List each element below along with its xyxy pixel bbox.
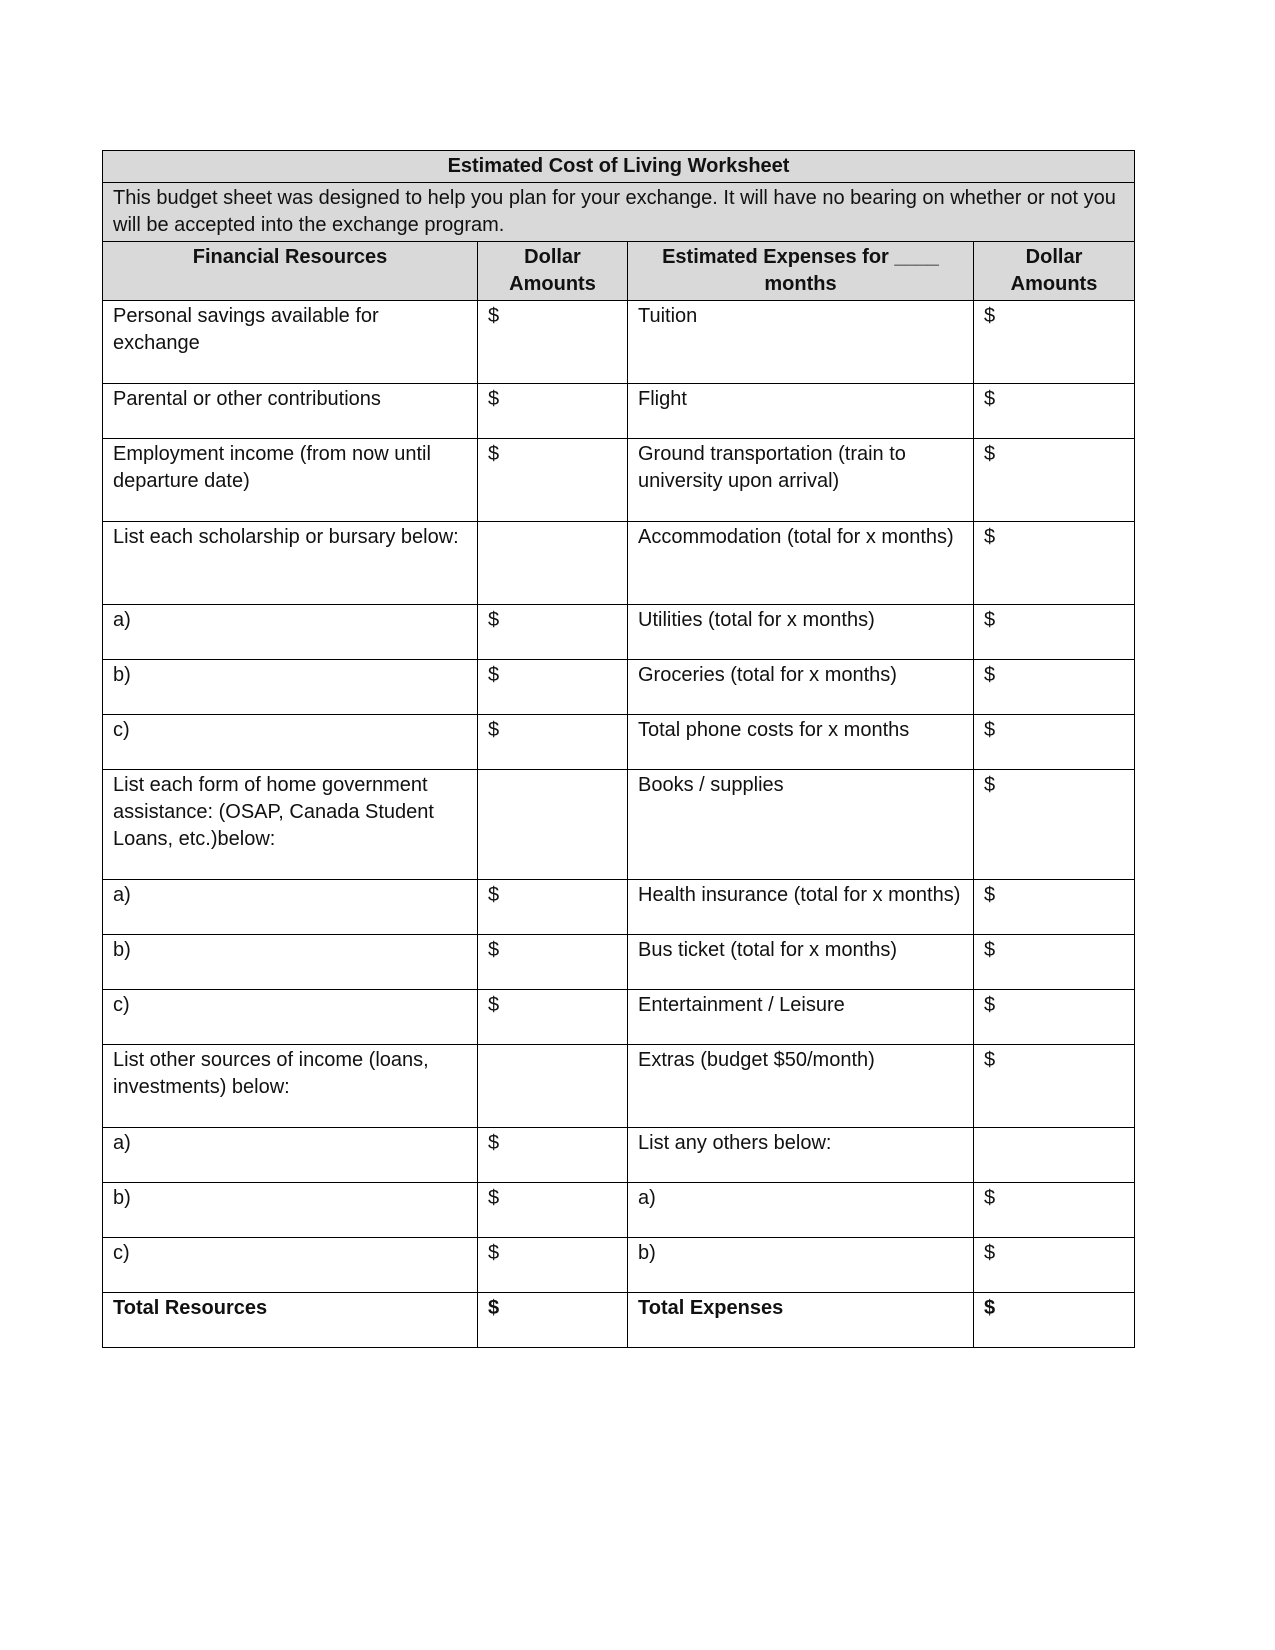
cost-of-living-worksheet bbox=[102, 150, 1135, 1348]
resource-amount-cell: $ bbox=[478, 715, 628, 770]
header-resources-dollar-amounts: Dollar Amounts bbox=[478, 242, 628, 301]
table-row bbox=[103, 522, 1135, 605]
expense-amount-cell: $ bbox=[974, 1238, 1135, 1293]
resource-cell: List each scholarship or bursary below: bbox=[103, 522, 478, 605]
total-resources-label: Total Resources bbox=[103, 1293, 478, 1348]
expense-cell: Total phone costs for x months bbox=[628, 715, 974, 770]
resource-amount-cell: $ bbox=[478, 1238, 628, 1293]
resource-amount-cell: $ bbox=[478, 880, 628, 935]
expense-cell: b) bbox=[628, 1238, 974, 1293]
table-row bbox=[103, 605, 1135, 660]
table-row bbox=[103, 301, 1135, 384]
resource-cell: a) bbox=[103, 880, 478, 935]
resource-amount-cell: $ bbox=[478, 1128, 628, 1183]
expense-cell: Tuition bbox=[628, 301, 974, 384]
expense-amount-cell: $ bbox=[974, 301, 1135, 384]
resource-amount-cell: $ bbox=[478, 990, 628, 1045]
table-row bbox=[103, 935, 1135, 990]
total-expenses-label: Total Expenses bbox=[628, 1293, 974, 1348]
resource-amount-cell: $ bbox=[478, 301, 628, 384]
resource-cell: Parental or other contributions bbox=[103, 384, 478, 439]
resource-amount-cell: $ bbox=[478, 1183, 628, 1238]
expense-amount-cell: $ bbox=[974, 605, 1135, 660]
expense-amount-cell: $ bbox=[974, 1045, 1135, 1128]
resource-amount-cell: $ bbox=[478, 384, 628, 439]
total-expenses-amount: $ bbox=[974, 1293, 1135, 1348]
header-estimated-expenses: Estimated Expenses for ____ months bbox=[628, 242, 974, 301]
resource-cell: a) bbox=[103, 605, 478, 660]
resource-amount-cell bbox=[478, 1045, 628, 1128]
expense-amount-cell: $ bbox=[974, 384, 1135, 439]
expense-amount-cell: $ bbox=[974, 770, 1135, 880]
expense-cell: Extras (budget $50/month) bbox=[628, 1045, 974, 1128]
expense-cell: Accommodation (total for x months) bbox=[628, 522, 974, 605]
expense-amount-cell: $ bbox=[974, 990, 1135, 1045]
resource-cell: List other sources of income (loans, investments) below: bbox=[103, 1045, 478, 1128]
expense-cell: List any others below: bbox=[628, 1128, 974, 1183]
resource-cell: b) bbox=[103, 660, 478, 715]
expense-cell: Bus ticket (total for x months) bbox=[628, 935, 974, 990]
resource-cell: b) bbox=[103, 1183, 478, 1238]
expense-cell: Books / supplies bbox=[628, 770, 974, 880]
expense-amount-cell: $ bbox=[974, 522, 1135, 605]
expense-amount-cell bbox=[974, 1128, 1135, 1183]
expense-cell: a) bbox=[628, 1183, 974, 1238]
table-row bbox=[103, 1183, 1135, 1238]
expense-amount-cell: $ bbox=[974, 660, 1135, 715]
expense-amount-cell: $ bbox=[974, 880, 1135, 935]
expense-amount-cell: $ bbox=[974, 439, 1135, 522]
expense-cell: Utilities (total for x months) bbox=[628, 605, 974, 660]
table-row bbox=[103, 660, 1135, 715]
expense-amount-cell: $ bbox=[974, 935, 1135, 990]
resource-amount-cell bbox=[478, 522, 628, 605]
resource-cell: Employment income (from now until departure date) bbox=[103, 439, 478, 522]
expense-cell: Flight bbox=[628, 384, 974, 439]
table-row bbox=[103, 990, 1135, 1045]
totals-row bbox=[103, 1293, 1135, 1348]
table-row bbox=[103, 1045, 1135, 1128]
worksheet-title: Estimated Cost of Living Worksheet bbox=[103, 151, 1135, 183]
resource-amount-cell bbox=[478, 770, 628, 880]
resource-cell: List each form of home government assistance: (OSAP, Canada Student Loans, etc.)below: bbox=[103, 770, 478, 880]
resource-amount-cell: $ bbox=[478, 439, 628, 522]
total-resources-amount: $ bbox=[478, 1293, 628, 1348]
resource-cell: c) bbox=[103, 990, 478, 1045]
resource-cell: a) bbox=[103, 1128, 478, 1183]
worksheet-description: This budget sheet was designed to help you plan for your exchange. It will have no bearing on whether or not you will be accepted into the exchange program. bbox=[103, 183, 1135, 242]
expense-cell: Ground transportation (train to university upon arrival) bbox=[628, 439, 974, 522]
table-row bbox=[103, 384, 1135, 439]
table-row bbox=[103, 880, 1135, 935]
resource-cell: b) bbox=[103, 935, 478, 990]
table-row bbox=[103, 439, 1135, 522]
table-row bbox=[103, 1128, 1135, 1183]
expense-cell: Groceries (total for x months) bbox=[628, 660, 974, 715]
resource-amount-cell: $ bbox=[478, 935, 628, 990]
expense-cell: Health insurance (total for x months) bbox=[628, 880, 974, 935]
resource-amount-cell: $ bbox=[478, 660, 628, 715]
expense-amount-cell: $ bbox=[974, 1183, 1135, 1238]
table-row bbox=[103, 770, 1135, 880]
resource-cell: c) bbox=[103, 1238, 478, 1293]
table-row bbox=[103, 715, 1135, 770]
header-financial-resources: Financial Resources bbox=[103, 242, 478, 301]
resource-cell: c) bbox=[103, 715, 478, 770]
expense-cell: Entertainment / Leisure bbox=[628, 990, 974, 1045]
resource-cell: Personal savings available for exchange bbox=[103, 301, 478, 384]
table-row bbox=[103, 1238, 1135, 1293]
expense-amount-cell: $ bbox=[974, 715, 1135, 770]
resource-amount-cell: $ bbox=[478, 605, 628, 660]
header-expenses-dollar-amounts: Dollar Amounts bbox=[974, 242, 1135, 301]
